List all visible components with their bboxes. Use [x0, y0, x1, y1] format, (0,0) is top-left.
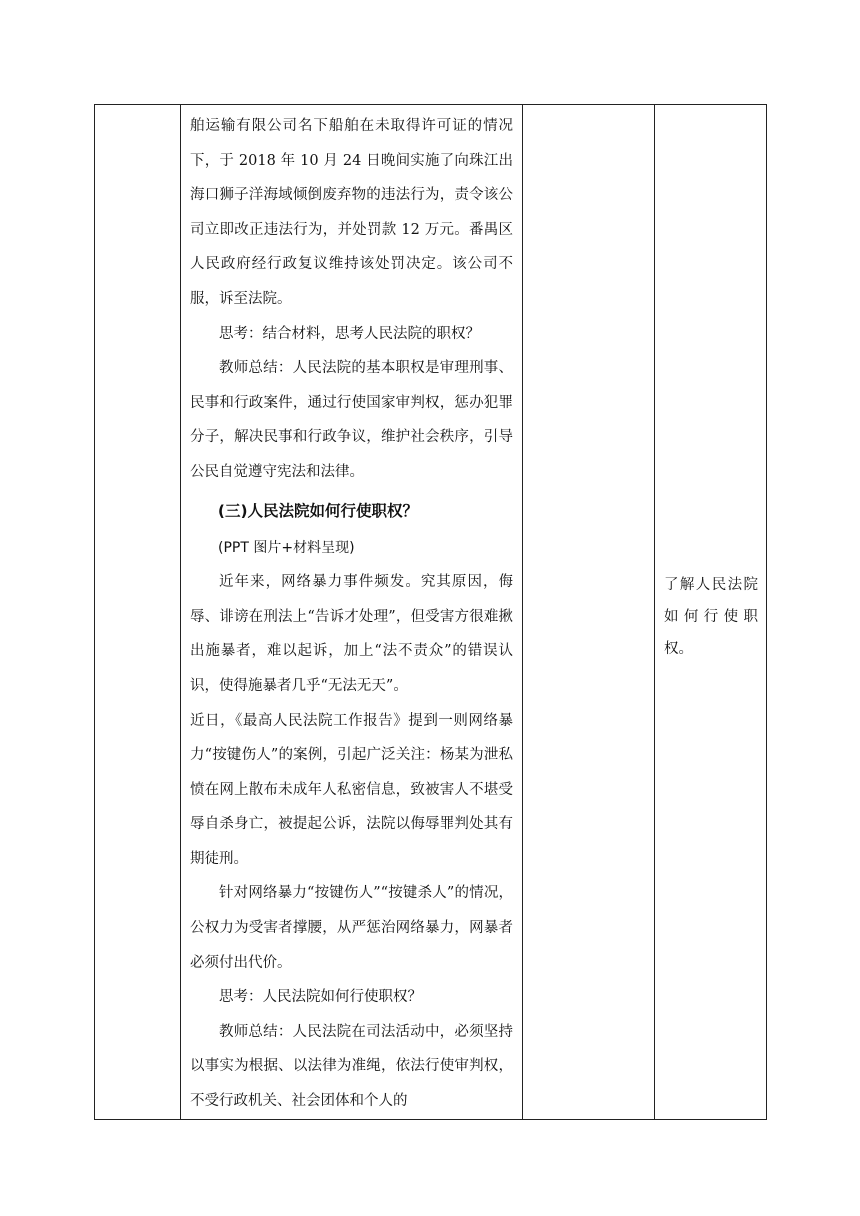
- teacher-summary-2: 教师总结：人民法院在司法活动中，必须坚持以事实为根据、以法律为准绳，依法行使审判权，不受行政机关、社会团体和个人的: [190, 1023, 513, 1110]
- design-intent-text: 了解人民法院如何行使职权。: [664, 576, 758, 657]
- question-1: 思考：结合材料，思考人民法院的职权？: [219, 325, 480, 342]
- court-report-paragraph: 近日，《最高人民法院工作报告》提到一则网络暴力“按键伤人”的案例，引起广泛关注：杨某为泄私愤在网上散布未成年人私密信息，致被害人不堪受辱自杀身亡，被提起公诉，法院以侮辱罪判处其有期徒刑。: [190, 712, 513, 867]
- case-material-text: 舶运输有限公司名下船舶在未取得许可证的情况下，于 2018 年 10 月 24 日晚间实施了向珠江出海口狮子洋海域倾倒废弃物的违法行为，责令该公司立即改正违法行为，并处罚款 12 万元。番禺区人民政府经行政复议维持该处罚决定。该公司不服，诉至法院。: [190, 118, 513, 307]
- material-note: (PPT 图片+材料呈现): [218, 539, 355, 556]
- teacher-summary-1: 教师总结：人民法院的基本职权是审理刑事、民事和行政案件，通过行使国家审判权，惩办犯罪分子，解决民事和行政争议，维护社会秩序，引导公民自觉遵守宪法和法律。: [190, 360, 513, 480]
- lesson-plan-table: [94, 104, 767, 1120]
- cyber-violence-paragraph: 近年来，网络暴力事件频发。究其原因，侮辱、诽谤在刑法上“告诉才处理”，但受害方很难揪出施暴者，难以起诉，加上“法不责众”的错误认识，使得施暴者几乎“无法无天”。: [190, 574, 513, 694]
- section-heading: (三)人民法院如何行使职权？: [217, 501, 419, 520]
- stage-cell: [95, 105, 181, 1120]
- question-2: 思考：人民法院如何行使职权？: [219, 989, 422, 1006]
- table-row: [95, 105, 767, 1120]
- design-intent-cell: [655, 105, 767, 1120]
- teaching-content-cell: [181, 105, 523, 1120]
- student-activity-cell: [523, 105, 655, 1120]
- public-power-paragraph: 针对网络暴力“按键伤人”“按键杀人”的情况，公权力为受害者撑腰，从严惩治网络暴力，网暴者必须付出代价。: [190, 885, 513, 971]
